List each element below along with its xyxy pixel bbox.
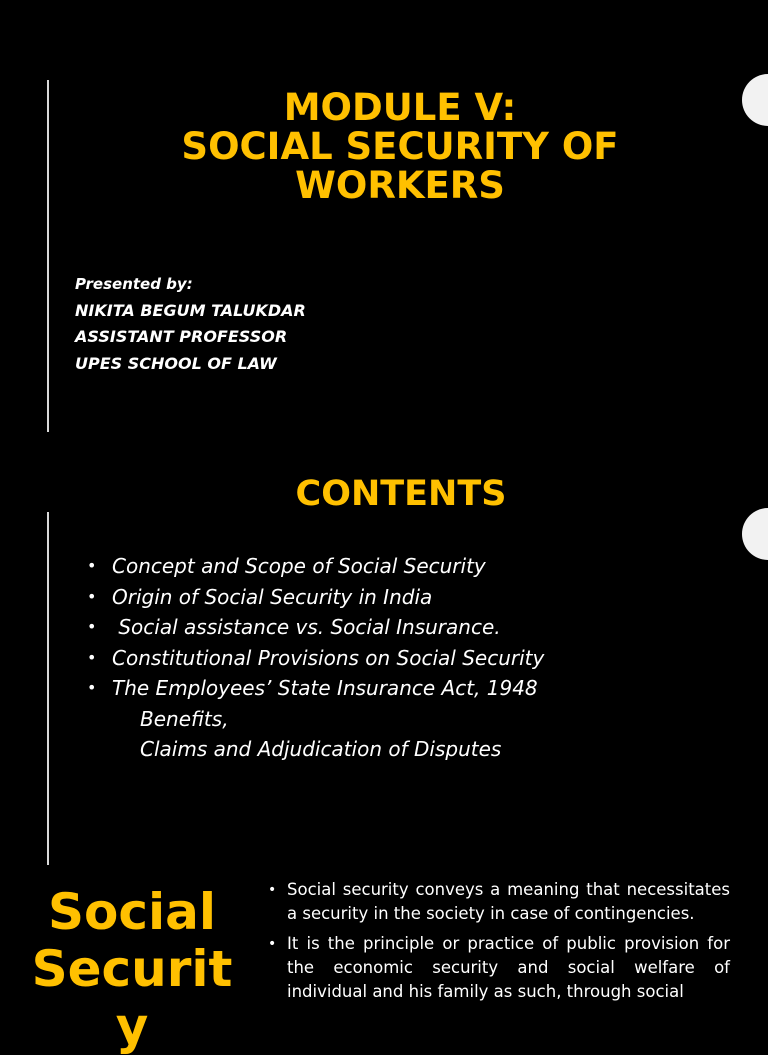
presenter-name: NIKITA BEGUM TALUKDAR	[75, 300, 306, 320]
social-security-title	[12, 884, 252, 1055]
list-item	[268, 932, 730, 1004]
bullet-icon: •	[87, 617, 97, 636]
contents-list	[87, 551, 544, 765]
list-item	[87, 612, 544, 643]
presenter-position: ASSISTANT PROFESSOR	[75, 327, 288, 346]
list-item-text: Social security conveys a meaning that necessitates a security in the society in case of contingencies.	[287, 880, 730, 923]
presenter-institution: UPES SCHOOL OF LAW	[75, 353, 277, 373]
title-line-3: y	[115, 997, 149, 1055]
module-title-line-1: MODULE V:	[283, 86, 517, 129]
presenter-intro: Presented by:	[75, 275, 193, 293]
contents-heading: CONTENTS	[295, 474, 507, 514]
title-slide	[0, 0, 768, 470]
presenter-block	[75, 271, 306, 377]
list-item	[268, 878, 730, 926]
bullet-icon: •	[87, 586, 97, 606]
module-title	[100, 88, 700, 205]
list-item-text: Origin of Social Security in India	[112, 584, 433, 609]
list-item-text: Constitutional Provisions on Social Security	[112, 645, 545, 670]
slide-edge-decoration	[742, 508, 768, 560]
slide-divider-line	[47, 512, 49, 865]
list-item	[87, 643, 544, 674]
bullet-icon: •	[268, 936, 277, 952]
list-item-text: Concept and Scope of Social Security	[112, 554, 486, 578]
bullet-icon: •	[268, 882, 277, 898]
sub-item: Benefits,	[140, 706, 229, 731]
bullet-icon: •	[87, 678, 97, 697]
list-item	[87, 551, 544, 582]
list-item-text: The Employees’ State Insurance Act, 1948	[112, 676, 538, 700]
slide-edge-decoration	[742, 74, 768, 126]
definition-list	[268, 878, 730, 1010]
list-item-text: Social assistance vs. Social Insurance.	[112, 615, 501, 639]
module-title-line-2: SOCIAL SECURITY OF	[181, 125, 619, 168]
list-item	[87, 673, 544, 704]
list-item-text: It is the principle or practice of public provision for the economic security and social welfare of individual and his family as such, through social	[287, 934, 730, 1001]
list-item	[87, 582, 544, 613]
title-line-1: Social	[47, 883, 217, 941]
slide-divider-line	[47, 80, 49, 432]
sub-item: Claims and Adjudication of Disputes	[140, 737, 502, 761]
title-line-2: Securit	[31, 940, 233, 998]
module-title-line-3: WORKERS	[295, 164, 505, 207]
bullet-icon: •	[87, 647, 97, 667]
bullet-icon: •	[87, 556, 97, 575]
